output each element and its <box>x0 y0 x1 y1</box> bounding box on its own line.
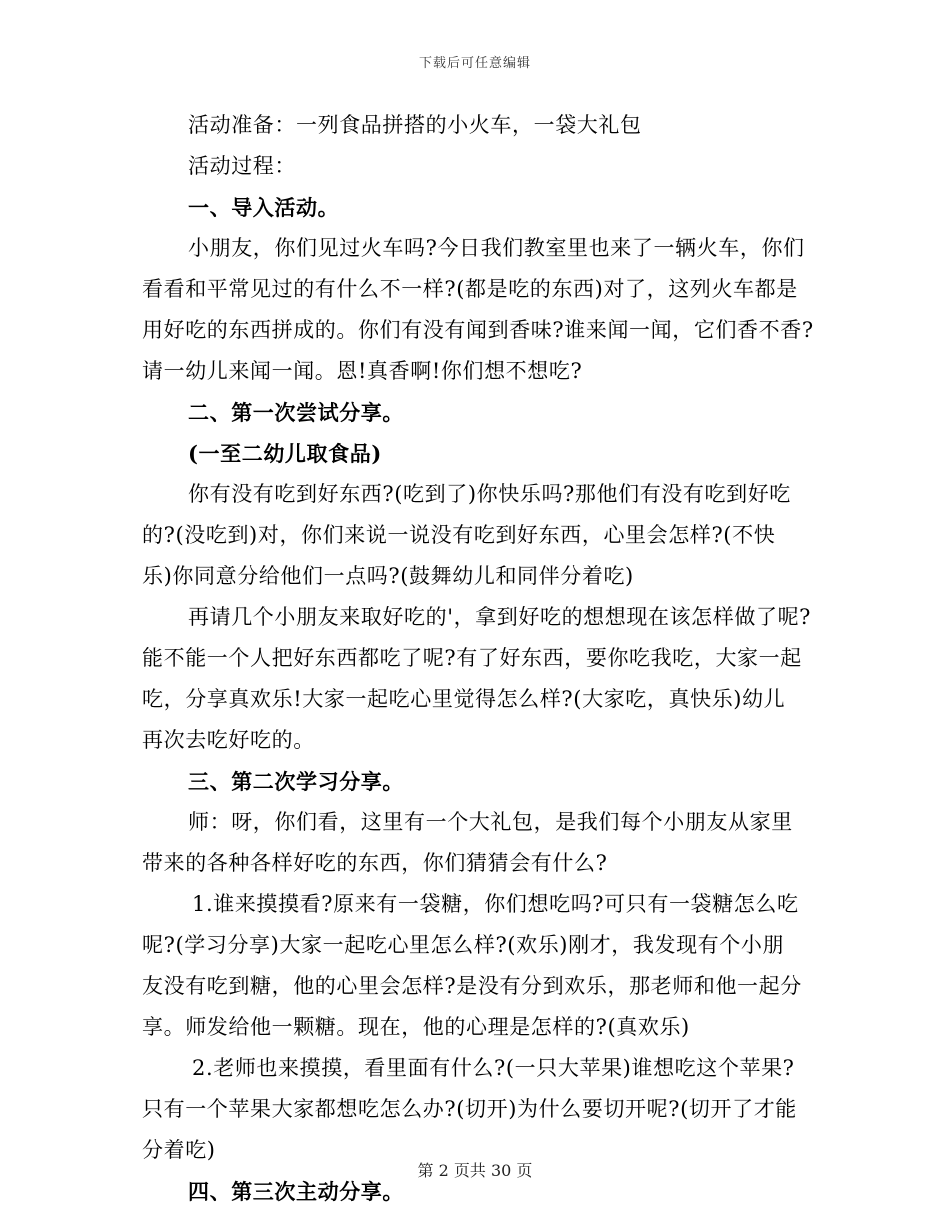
paragraph-line: 看看和平常见过的有什么不一样?(都是吃的东西)对了，这列火车都是 <box>142 277 798 301</box>
paragraph-line: 能不能一个人把好东西都吃了呢?有了好东西，要你吃我吃，大家一起 <box>142 646 802 670</box>
paragraph-line: 的?(没吃到)对，你们来说一说没有吃到好东西，心里会怎样?(不快 <box>142 523 776 547</box>
paragraph-line: 小朋友，你们见过火车吗?今日我们教室里也来了一辆火车，你们 <box>188 236 805 260</box>
page-header: 下载后可任意编辑 <box>418 56 531 71</box>
paragraph-line: 乐)你同意分给他们一点吗?(鼓舞幼儿和同伴分着吃) <box>142 564 634 588</box>
paragraph-line: 用好吃的东西拼成的。你们有没有闻到香味?谁来闻一闻，它们香不香? <box>142 318 814 342</box>
paragraph-line: 吃，分享真欢乐!大家一起吃心里觉得怎么样?(大家吃，真快乐)幼儿 <box>142 687 786 711</box>
paragraph-line: 享。师发给他一颗糖。现在，他的心理是怎样的?(真欢乐) <box>142 1015 690 1039</box>
paragraph-line: 友没有吃到糖，他的心里会怎样?是没有分到欢乐，那老师和他一起分 <box>142 974 802 998</box>
paragraph-line: 分着吃) <box>142 1138 216 1162</box>
paragraph-line: 活动过程： <box>188 154 296 178</box>
section-heading: 三、第二次学习分享。 <box>188 769 404 794</box>
paragraph-line: 1.谁来摸摸看?原来有一袋糖，你们想吃吗?可只有一袋糖怎么吃 <box>192 892 799 916</box>
section-heading: (一至二幼儿取食品) <box>188 441 382 466</box>
paragraph-line: 再次去吃好吃的。 <box>142 728 315 752</box>
paragraph-line: 带来的各种各样好吃的东西，你们猜猜会有什么? <box>142 851 608 875</box>
paragraph-line: 只有一个苹果大家都想吃怎么办?(切开)为什么要切开呢?(切开了才能 <box>142 1097 797 1121</box>
section-heading: 四、第三次主动分享。 <box>188 1179 404 1204</box>
section-heading: 一、导入活动。 <box>188 195 340 220</box>
paragraph-line: 活动准备：一列食品拼搭的小火车，一袋大礼包 <box>188 113 642 137</box>
paragraph-line: 再请几个小朋友来取好吃的'，拿到好吃的想想现在该怎样做了呢? <box>188 605 812 629</box>
paragraph-line: 请一幼儿来闻一闻。恩!真香啊!你们想不想吃? <box>142 359 583 383</box>
page-footer: 第 2 页共 30 页 <box>417 1161 533 1180</box>
paragraph-line: 师：呀，你们看，这里有一个大礼包，是我们每个小朋友从家里 <box>188 810 793 834</box>
paragraph-line: 呢?(学习分享)大家一起吃心里怎么样?(欢乐)刚才，我发现有个小朋 <box>142 933 785 957</box>
paragraph-line: 你有没有吃到好东西?(吃到了)你快乐吗?那他们有没有吃到好吃 <box>188 482 791 506</box>
paragraph-line: 2.老师也来摸摸，看里面有什么?(一只大苹果)谁想吃这个苹果? <box>192 1056 795 1080</box>
document-body <box>142 105 822 1212</box>
section-heading: 二、第一次尝试分享。 <box>188 400 404 425</box>
